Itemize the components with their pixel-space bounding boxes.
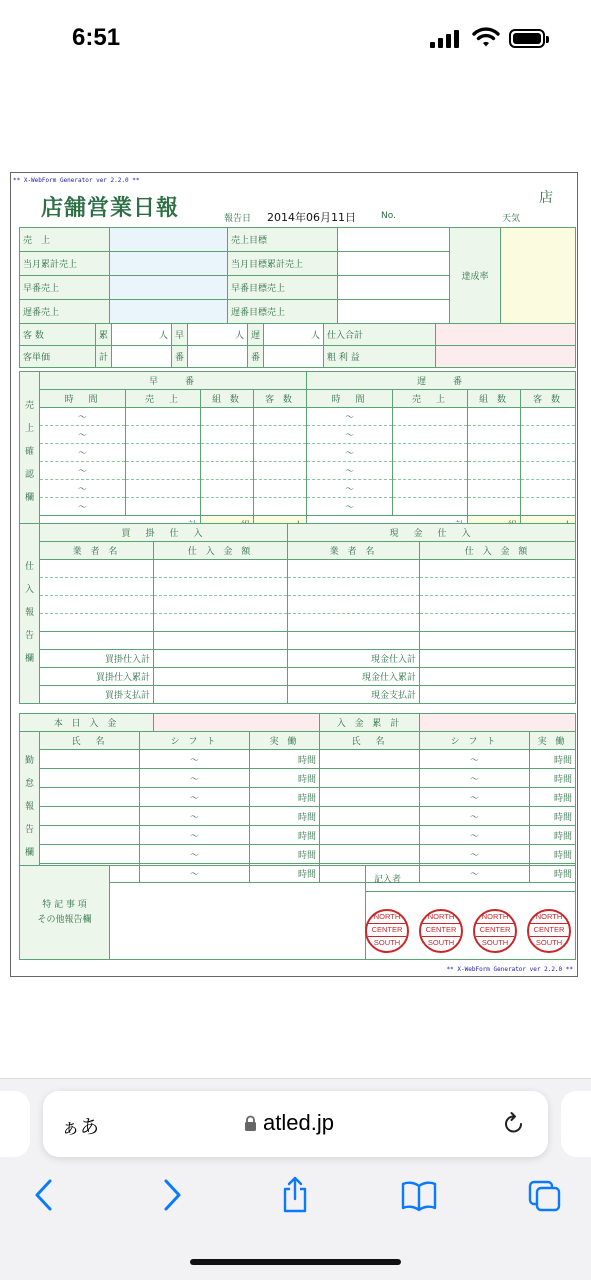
early-target-field bbox=[338, 276, 450, 300]
early-shift-header: 早 番 bbox=[40, 372, 307, 390]
generator-label-top: ** X-WebForm Generator ver 2.2.0 ** bbox=[13, 177, 140, 184]
achievement-label: 達成率 bbox=[450, 228, 501, 324]
tilde: 〜 bbox=[140, 750, 250, 769]
cash-purchase-header: 現 金 仕 入 bbox=[288, 524, 576, 542]
tilde: 〜 bbox=[307, 408, 393, 426]
total-short-label: 計 bbox=[96, 346, 112, 368]
tilde: 〜 bbox=[420, 788, 530, 807]
attendance-label: 勤 怠 報 告 欄 bbox=[20, 732, 40, 883]
stamp-row bbox=[371, 903, 581, 959]
stamp-seal-1: NORTH CENTER SOUTH bbox=[365, 909, 409, 953]
tilde: 〜 bbox=[140, 845, 250, 864]
vendor-label: 業 者 名 bbox=[288, 542, 420, 560]
notes-label-1: 特 記 事 項 bbox=[42, 899, 87, 910]
battery-icon bbox=[509, 29, 545, 48]
col-time: 時 間 bbox=[307, 390, 393, 408]
tilde: 〜 bbox=[140, 807, 250, 826]
back-icon[interactable] bbox=[32, 1175, 56, 1215]
cash-payment-label: 現金支払計 bbox=[288, 686, 420, 704]
home-indicator bbox=[190, 1259, 401, 1265]
tilde: 〜 bbox=[40, 444, 126, 462]
store-label: 店 bbox=[539, 190, 553, 206]
tilde: 〜 bbox=[420, 807, 530, 826]
unit-price-late-field bbox=[264, 346, 324, 368]
tilde: 〜 bbox=[420, 845, 530, 864]
credit-purchase-header: 買 掛 仕 入 bbox=[40, 524, 288, 542]
monthly-sales-field bbox=[110, 252, 228, 276]
col-time: 時 間 bbox=[40, 390, 126, 408]
hours-unit: 時間 bbox=[250, 864, 320, 883]
recorder-label: 記入者 bbox=[366, 866, 575, 892]
hours-unit: 時間 bbox=[250, 826, 320, 845]
customer-table bbox=[19, 323, 576, 368]
early-short-label: 早 bbox=[172, 324, 188, 346]
late-target-field bbox=[338, 300, 450, 324]
forward-icon[interactable] bbox=[160, 1175, 184, 1215]
cum-label: 累 bbox=[96, 324, 112, 346]
hours-unit: 時間 bbox=[250, 788, 320, 807]
tilde: 〜 bbox=[307, 426, 393, 444]
late-sales-label: 遅番売上 bbox=[20, 300, 110, 324]
vendor-label: 業 者 名 bbox=[40, 542, 154, 560]
purchase-total-label: 仕入合計 bbox=[324, 324, 436, 346]
sales-confirm-label: 売 上 確 認 欄 bbox=[20, 372, 40, 534]
tilde: 〜 bbox=[140, 826, 250, 845]
tilde: 〜 bbox=[307, 480, 393, 498]
domain-label[interactable]: atled.jp bbox=[263, 1110, 334, 1135]
report-date: 2014年06月11日 bbox=[267, 211, 356, 224]
stamp-seal-3: NORTH CENTER SOUTH bbox=[473, 909, 517, 953]
hours-unit: 時間 bbox=[250, 750, 320, 769]
person-unit: 人 bbox=[158, 331, 168, 341]
tilde: 〜 bbox=[420, 864, 530, 883]
unit-price-early-field bbox=[188, 346, 248, 368]
monthly-target-field bbox=[338, 252, 450, 276]
att-shift-col: シ フ ト bbox=[420, 732, 530, 750]
tilde: 〜 bbox=[40, 462, 126, 480]
next-tab-peek[interactable] bbox=[561, 1091, 591, 1157]
gross-profit-label: 粗 利 益 bbox=[324, 346, 436, 368]
att-name-col: 氏 名 bbox=[320, 732, 420, 750]
generator-label-bottom: ** X-WebForm Generator ver 2.2.0 ** bbox=[446, 966, 573, 973]
deposit-total-label: 入 金 累 計 bbox=[320, 714, 420, 732]
sales-target-label: 売上目標 bbox=[228, 228, 338, 252]
hours-unit: 時間 bbox=[530, 788, 576, 807]
deposit-total-field bbox=[420, 714, 576, 732]
hours-unit: 時間 bbox=[250, 845, 320, 864]
early-sales-field bbox=[110, 276, 228, 300]
hours-unit: 時間 bbox=[530, 769, 576, 788]
hours-unit: 時間 bbox=[530, 864, 576, 883]
achievement-field bbox=[501, 228, 576, 324]
cum-customers-field bbox=[112, 324, 172, 346]
col-customers: 客 数 bbox=[521, 390, 576, 408]
daily-report-form bbox=[10, 172, 578, 977]
tilde: 〜 bbox=[40, 408, 126, 426]
late-sales-field bbox=[110, 300, 228, 324]
late-shift-header: 遅 番 bbox=[307, 372, 576, 390]
early-target-label: 早番目標売上 bbox=[228, 276, 338, 300]
sales-target-field bbox=[338, 228, 450, 252]
status-time: 6:51 bbox=[72, 24, 121, 51]
tilde: 〜 bbox=[140, 788, 250, 807]
customers-label: 客 数 bbox=[20, 324, 96, 346]
early-shift-short: 番 bbox=[172, 346, 188, 368]
purchase-table bbox=[19, 523, 576, 704]
purchase-total-field bbox=[436, 324, 576, 346]
cellular-signal-icon bbox=[430, 30, 462, 48]
attendance-table bbox=[19, 731, 576, 883]
hours-unit: 時間 bbox=[250, 807, 320, 826]
att-work-col: 実 働 bbox=[250, 732, 320, 750]
sales-label: 売 上 bbox=[20, 228, 110, 252]
tilde: 〜 bbox=[420, 750, 530, 769]
text-size-button[interactable]: ぁあ bbox=[61, 1116, 100, 1138]
hours-unit: 時間 bbox=[530, 807, 576, 826]
amount-label: 仕 入 金 額 bbox=[420, 542, 576, 560]
unit-price-total-field bbox=[112, 346, 172, 368]
deposit-table bbox=[19, 713, 576, 732]
weather-label: 天気 bbox=[502, 214, 521, 224]
monthly-target-label: 当月目標累計売上 bbox=[228, 252, 338, 276]
late-customers-field bbox=[264, 324, 324, 346]
tilde: 〜 bbox=[307, 462, 393, 480]
credit-purchase-total-label: 買掛仕入計 bbox=[40, 650, 154, 668]
col-sales: 売 上 bbox=[393, 390, 468, 408]
col-sales: 売 上 bbox=[126, 390, 201, 408]
reload-icon[interactable] bbox=[501, 1111, 527, 1137]
tilde: 〜 bbox=[420, 826, 530, 845]
bookmarks-icon[interactable] bbox=[400, 1175, 438, 1215]
amount-label: 仕 入 金 額 bbox=[154, 542, 288, 560]
form-title: 店舗営業日報 bbox=[41, 195, 180, 221]
monthly-sales-label: 当月累計売上 bbox=[20, 252, 110, 276]
purchase-report-label: 仕 入 報 告 欄 bbox=[20, 524, 40, 704]
tilde: 〜 bbox=[307, 444, 393, 462]
prev-tab-peek[interactable] bbox=[0, 1091, 30, 1157]
gross-profit-field bbox=[436, 346, 576, 368]
late-shift-short: 番 bbox=[248, 346, 264, 368]
stamp-seal-2: NORTH CENTER SOUTH bbox=[419, 909, 463, 953]
tilde: 〜 bbox=[40, 498, 126, 516]
wifi-icon bbox=[472, 26, 500, 48]
tilde: 〜 bbox=[307, 498, 393, 516]
cash-purchase-cum-label: 現金仕入累計 bbox=[288, 668, 420, 686]
lock-icon bbox=[244, 1115, 257, 1132]
unit-price-label: 客単価 bbox=[20, 346, 96, 368]
hours-unit: 時間 bbox=[530, 826, 576, 845]
notes-label-2: その他報告欄 bbox=[37, 914, 92, 925]
col-groups: 組 数 bbox=[468, 390, 521, 408]
credit-purchase-cum-label: 買掛仕入累計 bbox=[40, 668, 154, 686]
tilde: 〜 bbox=[40, 426, 126, 444]
share-icon[interactable] bbox=[280, 1175, 310, 1215]
col-groups: 組 数 bbox=[201, 390, 254, 408]
report-date-label: 報告日 bbox=[224, 214, 252, 224]
col-customers: 客 数 bbox=[254, 390, 307, 408]
early-customers-field bbox=[188, 324, 248, 346]
person-unit: 人 bbox=[310, 331, 320, 341]
sales-field bbox=[110, 228, 228, 252]
notes-label bbox=[20, 866, 110, 960]
hours-unit: 時間 bbox=[250, 769, 320, 788]
sales-summary-table bbox=[19, 227, 576, 324]
no-label: No. bbox=[381, 211, 396, 221]
hours-unit: 時間 bbox=[530, 845, 576, 864]
att-name-col: 氏 名 bbox=[40, 732, 140, 750]
att-work-col: 実 働 bbox=[530, 732, 576, 750]
tilde: 〜 bbox=[420, 769, 530, 788]
tabs-icon[interactable] bbox=[527, 1175, 563, 1215]
cash-purchase-total-label: 現金仕入計 bbox=[288, 650, 420, 668]
today-deposit-label: 本 日 入 金 bbox=[20, 714, 154, 732]
tilde: 〜 bbox=[140, 864, 250, 883]
att-shift-col: シ フ ト bbox=[140, 732, 250, 750]
address-bar[interactable] bbox=[43, 1091, 548, 1157]
stamp-seal-4: NORTH CENTER SOUTH bbox=[527, 909, 571, 953]
tilde: 〜 bbox=[40, 480, 126, 498]
sales-confirm-table bbox=[19, 371, 576, 534]
hours-unit: 時間 bbox=[530, 750, 576, 769]
person-unit: 人 bbox=[234, 331, 244, 341]
credit-payment-label: 買掛支払計 bbox=[40, 686, 154, 704]
early-sales-label: 早番売上 bbox=[20, 276, 110, 300]
late-short-label: 遅 bbox=[248, 324, 264, 346]
notes-field bbox=[110, 866, 366, 960]
status-bar bbox=[0, 0, 591, 80]
tilde: 〜 bbox=[140, 769, 250, 788]
late-target-label: 遅番目標売上 bbox=[228, 300, 338, 324]
today-deposit-field bbox=[154, 714, 320, 732]
